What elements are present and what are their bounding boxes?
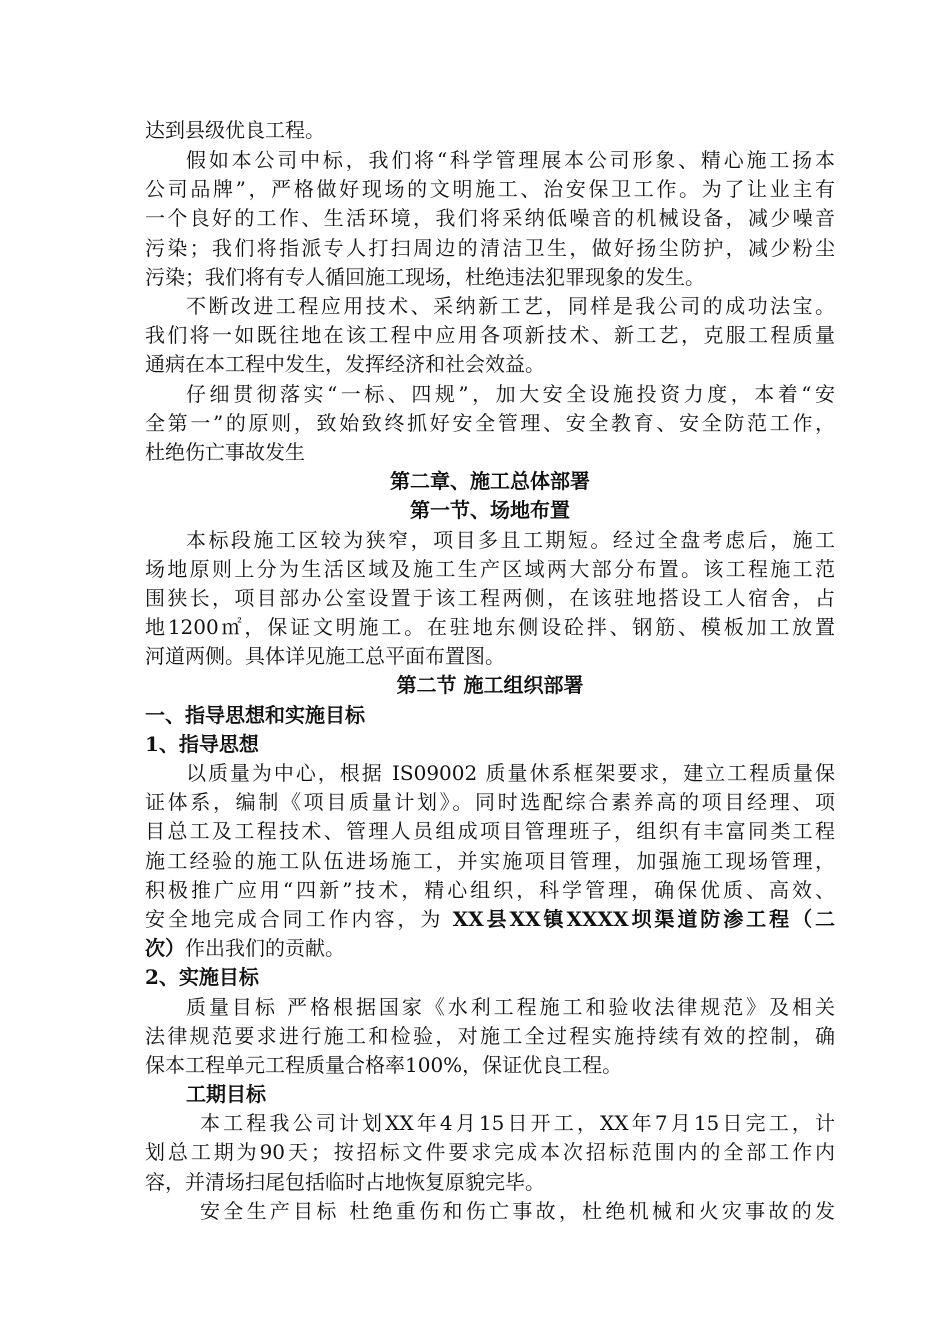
heading: 一、指导思想和实施目标	[145, 703, 365, 727]
paragraph-line: 污染；我们将有专人循回施工现场，杜绝违法犯罪现象的发生。	[145, 265, 705, 289]
paragraph-line: 本标段施工区较为狭窄，项目多且工期短。经过全盘考虑后，施工	[186, 528, 835, 552]
paragraph-line: 不断改进工程应用技术、采纳新工艺，同样是我公司的成功法宝。	[186, 294, 835, 318]
paragraph-text: 安全地完成合同工作内容，为	[145, 907, 453, 931]
paragraph-line: 河道两侧。具体详见施工总平面布置图。	[145, 644, 505, 668]
paragraph-line	[145, 904, 835, 934]
section-title: 第一节、场地布置	[410, 498, 570, 522]
paragraph-line: 地1200㎡，保证文明施工。在驻地东侧设砼拌、钢筋、模板加工放置	[145, 615, 835, 639]
paragraph-line: 公司品牌”，严格做好现场的文明施工、治安保卫工作。为了让业主有	[145, 177, 835, 201]
paragraph-line: 全第一”的原则，致始致终抓好安全管理、安全教育、安全防范工作，	[145, 411, 835, 435]
project-name-bold: XX县XX镇XXXX坝渠道防渗工程（二	[452, 907, 836, 931]
paragraph-line: 证体系，编制《项目质量计划》。同时选配综合素养高的项目经理、项	[145, 790, 835, 814]
paragraph-line: 目总工及工程技术、管理人员组成项目管理班子，组织有丰富同类工程	[145, 819, 835, 843]
paragraph-line: 围狭长，项目部办公室设置于该工程两侧，在该驻地搭设工人宿舍，占	[145, 586, 835, 610]
paragraph-line: 容，并清场扫尾包括临时占地恢复原貌完毕。	[145, 1170, 545, 1194]
paragraph-line: 保本工程单元工程质量合格率100%，保证优良工程。	[145, 1053, 623, 1077]
paragraph-line: 安全生产目标 杜绝重伤和伤亡事故，杜绝机械和火灾事故的发	[200, 1199, 835, 1223]
paragraph-line: 仔细贯彻落实“一标、四规”，加大安全设施投资力度，本着“安	[186, 382, 835, 406]
paragraph-line: 达到县级优良工程。	[145, 118, 325, 142]
paragraph-line: 划总工期为90天；按招标文件要求完成本次招标范围内的全部工作内	[145, 1140, 835, 1164]
subheading: 工期目标	[186, 1082, 266, 1106]
paragraph-text: 作出我们的贡献。	[185, 936, 345, 960]
paragraph-line: 一个良好的工作、生活环境，我们将采纳低噪音的机械设备，减少噪音	[145, 206, 835, 230]
section-title: 第二节 施工组织部署	[396, 673, 584, 697]
paragraph-line	[145, 933, 835, 963]
subheading: 1、指导思想	[145, 732, 259, 756]
paragraph-line: 积极推广应用“四新”技术，精心组织，科学管理，确保优质、高效、	[145, 878, 835, 902]
paragraph-line: 我们将一如既往地在该工程中应用各项新技术、新工艺，克服工程质量	[145, 323, 835, 347]
paragraph-line: 施工经验的施工队伍进场施工，并实施项目管理，加强施工现场管理，	[145, 849, 835, 873]
paragraph-line: 质量目标 严格根据国家《水利工程施工和验收法律规范》及相关	[186, 995, 835, 1019]
paragraph-line: 以质量为中心，根据 IS09002 质量休系框架要求，建立工程质量保	[186, 761, 835, 785]
paragraph-line: 本工程我公司计划XX年4月15日开工，XX年7月15日完工，计	[200, 1111, 835, 1135]
paragraph-line: 污染；我们将指派专人打扫周边的清洁卫生，做好扬尘防护，减少粉尘	[145, 236, 835, 260]
paragraph-line: 法律规范要求进行施工和检验，对施工全过程实施持续有效的控制，确	[145, 1024, 835, 1048]
chapter-title: 第二章、施工总体部署	[390, 469, 590, 493]
subheading: 2、实施目标	[145, 965, 259, 989]
paragraph-line: 假如本公司中标，我们将“科学管理展本公司形象、精心施工扬本	[186, 148, 835, 172]
paragraph-line: 通病在本工程中发生，发挥经济和社会效益。	[145, 352, 545, 376]
paragraph-line: 杜绝伤亡事故发生	[145, 440, 305, 464]
project-name-bold: 次）	[145, 936, 185, 960]
paragraph-line: 场地原则上分为生活区域及施工生产区域两大部分布置。该工程施工范	[145, 557, 835, 581]
